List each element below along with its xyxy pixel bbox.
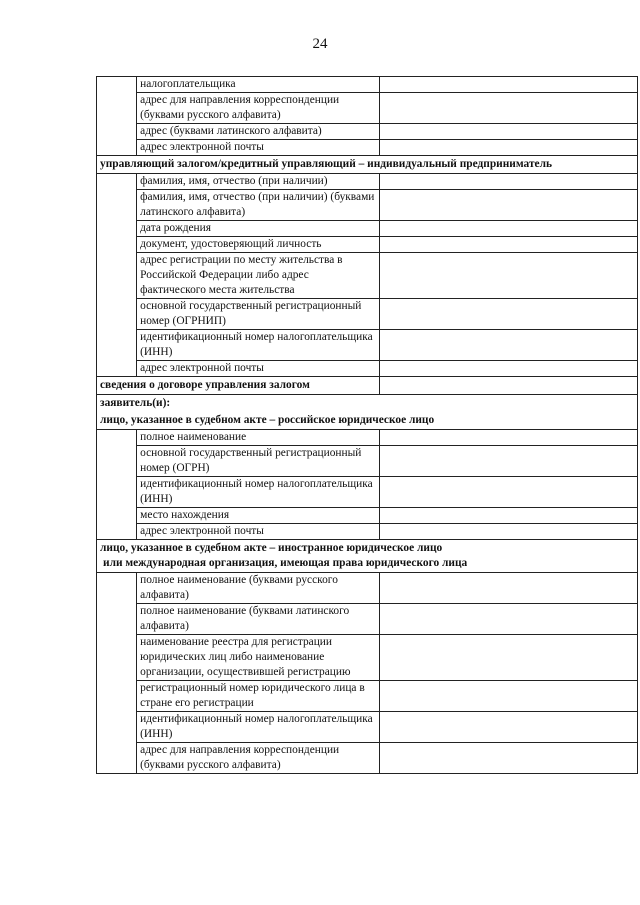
indent-cell [97, 221, 137, 237]
value-cell [380, 237, 638, 253]
table-row [97, 299, 638, 330]
table-row [97, 477, 638, 508]
value-cell [380, 140, 638, 156]
table-row [97, 361, 638, 377]
indent-cell [97, 681, 137, 712]
value-cell [380, 604, 638, 635]
table-row [97, 743, 638, 774]
value-cell [380, 635, 638, 681]
field-label: наименование реестра для регистрации юридических лиц либо наименование организации, осуществившей регистрацию [137, 635, 380, 681]
indent-cell [97, 237, 137, 253]
section-header [97, 156, 638, 174]
field-label: адрес (буквами латинского алфавита) [137, 124, 380, 140]
table-row [97, 237, 638, 253]
indent-cell [97, 446, 137, 477]
indent-cell [97, 430, 137, 446]
table-row [97, 330, 638, 361]
section-title [97, 540, 638, 573]
value-cell [380, 190, 638, 221]
page-number: 24 [312, 36, 328, 52]
indent-cell [97, 174, 137, 190]
field-label: идентификационный номер налогоплательщика (ИНН) [137, 712, 380, 743]
section-header [97, 412, 638, 430]
value-cell [380, 253, 638, 299]
value-cell [380, 446, 638, 477]
value-cell [380, 524, 638, 540]
indent-cell [97, 253, 137, 299]
indent-cell [97, 77, 137, 93]
indent-cell [97, 140, 137, 156]
indent-cell [97, 330, 137, 361]
indent-cell [97, 299, 137, 330]
indent-cell [97, 524, 137, 540]
value-cell [380, 361, 638, 377]
table-row [97, 174, 638, 190]
indent-cell [97, 93, 137, 124]
section-title-line-1: лицо, указанное в судебном акте – иностранное юридическое лицо [100, 542, 443, 554]
value-cell [380, 124, 638, 140]
table-row [97, 508, 638, 524]
value-cell [380, 93, 638, 124]
table-row [97, 93, 638, 124]
value-cell [380, 573, 638, 604]
indent-cell [97, 477, 137, 508]
table-row [97, 140, 638, 156]
indent-cell [97, 124, 137, 140]
field-label: адрес электронной почты [137, 524, 380, 540]
field-label: дата рождения [137, 221, 380, 237]
table-row [97, 712, 638, 743]
section-title-line-2: или международная организация, имеющая права юридического лица [103, 557, 468, 569]
field-label: адрес электронной почты [137, 361, 380, 377]
table-row [97, 221, 638, 237]
section-header [97, 395, 638, 413]
field-label: адрес для направления корреспонденции (буквами русского алфавита) [137, 743, 380, 774]
field-label: идентификационный номер налогоплательщика (ИНН) [137, 330, 380, 361]
indent-cell [97, 361, 137, 377]
field-label: основной государственный регистрационный номер (ОГРНИП) [137, 299, 380, 330]
table-row [97, 524, 638, 540]
table-row [97, 124, 638, 140]
section-header [97, 540, 638, 573]
table-row [97, 430, 638, 446]
table-row [97, 604, 638, 635]
indent-cell [97, 604, 137, 635]
data-table [96, 76, 638, 774]
value-cell [380, 77, 638, 93]
value-cell [380, 712, 638, 743]
field-label: полное наименование [137, 430, 380, 446]
section-title: лицо, указанное в судебном акте – российское юридическое лицо [97, 412, 638, 430]
value-cell [380, 508, 638, 524]
indent-cell [97, 635, 137, 681]
indent-cell [97, 573, 137, 604]
section-header [97, 377, 638, 395]
field-label: идентификационный номер налогоплательщика (ИНН) [137, 477, 380, 508]
value-cell [380, 430, 638, 446]
value-cell [380, 174, 638, 190]
value-cell [380, 299, 638, 330]
table-row [97, 681, 638, 712]
table-row [97, 446, 638, 477]
table-row [97, 77, 638, 93]
field-label: регистрационный номер юридического лица в стране его регистрации [137, 681, 380, 712]
field-label: адрес электронной почты [137, 140, 380, 156]
field-label: фамилия, имя, отчество (при наличии) [137, 174, 380, 190]
field-label: полное наименование (буквами русского алфавита) [137, 573, 380, 604]
value-cell [380, 477, 638, 508]
section-title: управляющий залогом/кредитный управляющий – индивидуальный предприниматель [97, 156, 638, 174]
table-row [97, 190, 638, 221]
field-label: документ, удостоверяющий личность [137, 237, 380, 253]
table-row [97, 573, 638, 604]
indent-cell [97, 743, 137, 774]
field-label: полное наименование (буквами латинского алфавита) [137, 604, 380, 635]
value-cell [380, 743, 638, 774]
table-row [97, 635, 638, 681]
field-label: налогоплательщика [137, 77, 380, 93]
field-label: адрес регистрации по месту жительства в Российской Федерации либо адрес фактического места жительства [137, 253, 380, 299]
value-cell [380, 221, 638, 237]
indent-cell [97, 712, 137, 743]
field-label: место нахождения [137, 508, 380, 524]
value-cell [380, 681, 638, 712]
section-title: сведения о договоре управления залогом [97, 377, 380, 395]
table-row [97, 253, 638, 299]
section-title: заявитель(и): [97, 395, 638, 413]
indent-cell [97, 190, 137, 221]
field-label: адрес для направления корреспонденции (буквами русского алфавита) [137, 93, 380, 124]
indent-cell [97, 508, 137, 524]
value-cell [380, 330, 638, 361]
value-cell [380, 377, 638, 395]
field-label: фамилия, имя, отчество (при наличии) (буквами латинского алфавита) [137, 190, 380, 221]
field-label: основной государственный регистрационный номер (ОГРН) [137, 446, 380, 477]
